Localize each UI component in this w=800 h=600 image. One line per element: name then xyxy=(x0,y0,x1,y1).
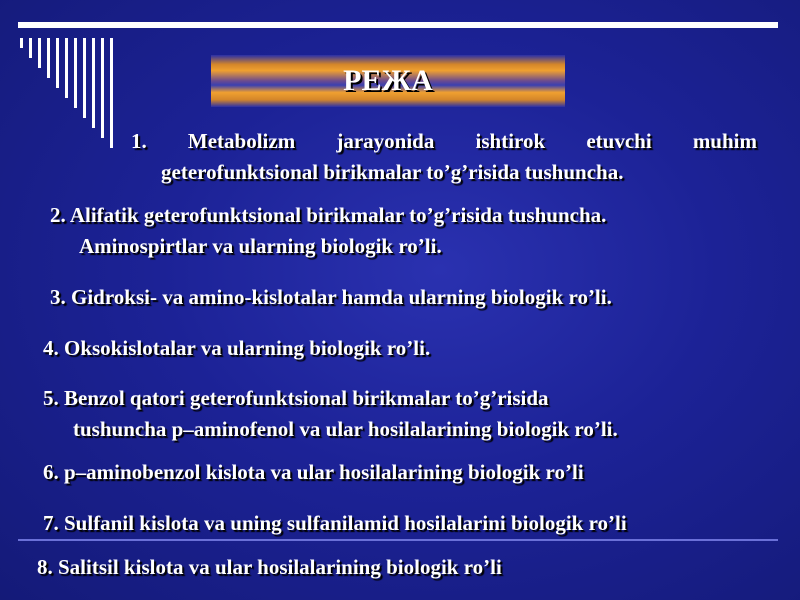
list-item-line: 8. Salitsil kislota va ular hosilalarining biologik ro’li xyxy=(37,555,502,579)
list-item xyxy=(37,552,502,583)
list-item-line: Aminospirtlar va ularning biologik ro’li. xyxy=(79,234,442,258)
stripe xyxy=(74,38,77,108)
list-item xyxy=(43,383,618,445)
list-item-line: 4. Oksokislotalar va ularning biologik ro’li. xyxy=(43,336,431,360)
top-divider xyxy=(18,22,778,28)
list-item xyxy=(43,333,430,364)
list-item-line: tushuncha p–aminofenol va ular hosilalarining biologik ro’li. xyxy=(73,417,618,441)
item-number: 1. xyxy=(131,129,147,153)
stripe xyxy=(29,38,32,58)
stripe xyxy=(38,38,41,68)
stripe xyxy=(101,38,104,138)
item-word: muhim xyxy=(692,129,757,153)
bottom-divider xyxy=(18,539,778,541)
item-word: jarayonida xyxy=(336,129,435,153)
item-word: Metabolizm xyxy=(187,129,296,153)
list-item-line: 7. Sulfanil kislota va uning sulfanilamid hosilalarini biologik ro’li xyxy=(43,511,627,535)
list-item-line: 6. p–aminobenzol kislota va ular hosilalarining biologik ro’li xyxy=(43,460,584,484)
stripe xyxy=(65,38,68,98)
list-item-line xyxy=(131,126,757,157)
stripe xyxy=(92,38,95,128)
stripe xyxy=(47,38,50,78)
stripe xyxy=(56,38,59,88)
stripe xyxy=(20,38,23,48)
list-item-line: 3. Gidroksi- va amino-kislotalar hamda ularning biologik ro’li. xyxy=(50,285,612,309)
list-item xyxy=(43,508,627,539)
list-item xyxy=(50,282,612,313)
list-item xyxy=(43,457,584,488)
list-item xyxy=(131,126,757,188)
title-banner xyxy=(211,55,565,107)
stripe xyxy=(83,38,86,118)
list-item-line: 5. Benzol qatori geterofunktsional birikmalar to’g’risida xyxy=(43,386,549,410)
stripe xyxy=(110,38,113,148)
list-item-line: 2. Alifatik geterofunktsional birikmalar to’g’risida tushuncha. xyxy=(50,203,607,227)
item-word: etuvchi xyxy=(586,129,652,153)
list-item xyxy=(50,200,606,262)
slide-title: РЕЖА xyxy=(343,64,433,97)
item-word: ishtirok xyxy=(475,129,546,153)
list-item-line: geterofunktsional birikmalar to’g’risida tushuncha. xyxy=(161,160,624,184)
